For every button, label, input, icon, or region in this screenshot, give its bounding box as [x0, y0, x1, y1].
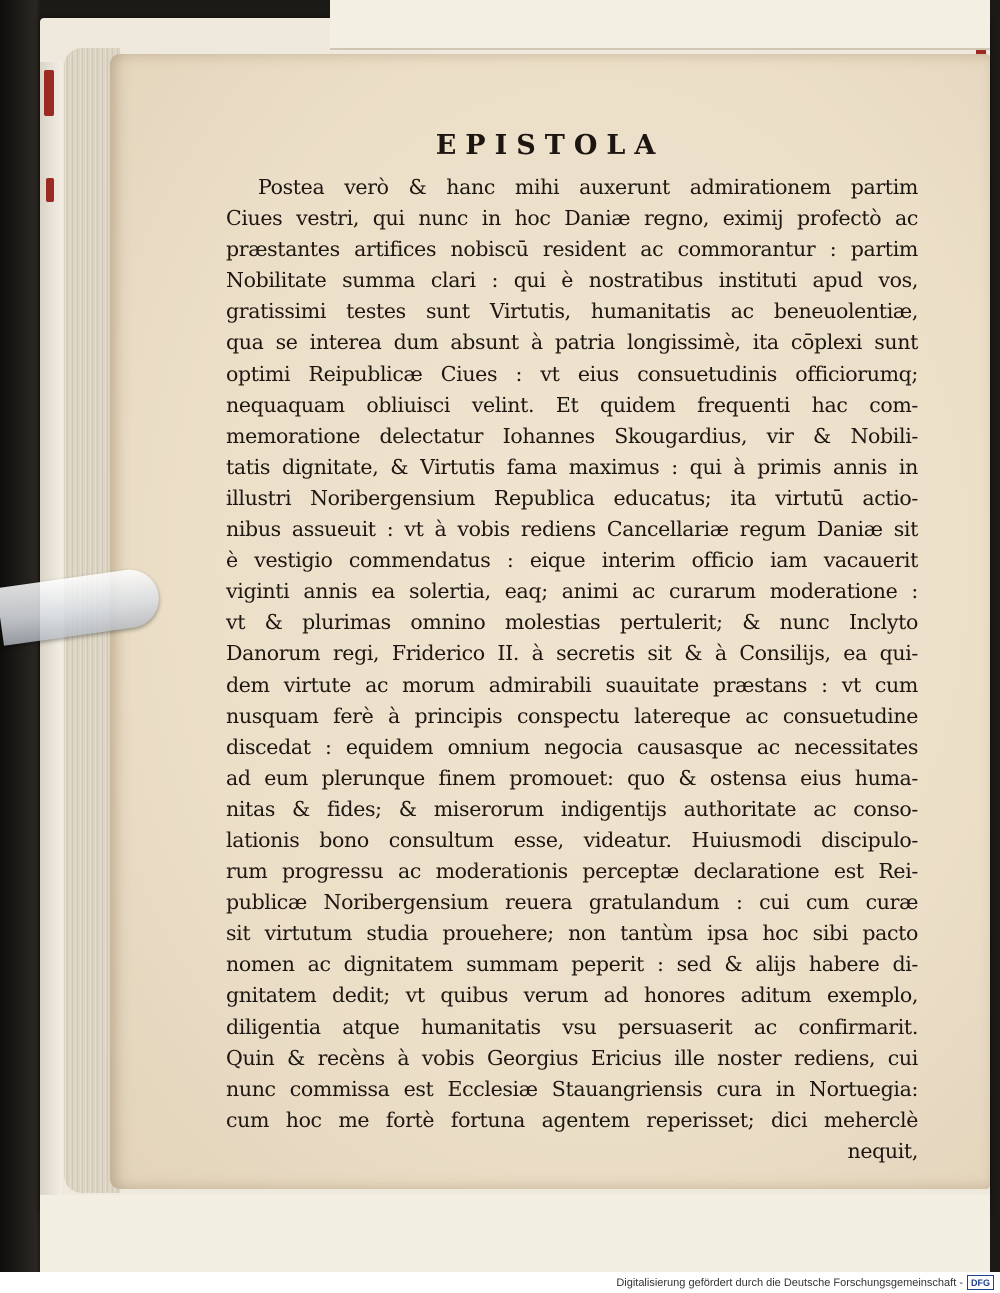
text-line: optimi Reipublicæ Ciues : vt eius consuetudinis officiorumq;: [226, 361, 918, 386]
text-line: nunc commissa est Ecclesiæ Stauangriensis cura in Nortuegia:: [226, 1076, 918, 1101]
text-line: Quin & recèns à vobis Georgius Ericius ille noster rediens, cui: [226, 1045, 918, 1070]
text-line: lationis bono consultum esse, videatur. Huiusmodi discipulo-: [226, 827, 918, 852]
text-line: qua se interea dum absunt à patria longissimè, ita cōplexi sunt: [226, 330, 918, 355]
text-line: rum progressu ac moderationis perceptæ declaratione est Rei-: [226, 859, 918, 884]
text-line: gratissimi testes sunt Virtutis, humanitatis ac beneuolentiæ,: [226, 299, 918, 324]
text-line: nequaquam obliuisci velint. Et quidem frequenti hac com-: [226, 392, 918, 417]
text-line: Postea verò & hanc mihi auxerunt admirationem partim: [258, 175, 918, 199]
text-line: vt & plurimas omnino molestias pertulerit; & nunc Inclyto: [226, 610, 918, 635]
text-line: gnitatem dedit; vt quibus verum ad honores aditum exemplo,: [226, 983, 918, 1008]
text-line: præstantes artifices nobiscū resident ac commorantur : partim: [226, 237, 918, 262]
text-line: nitas & fides; & miserorum indigentijs authoritate ac conso-: [226, 796, 918, 821]
red-rubric-mark: [44, 70, 54, 116]
text-line: cum hoc me fortè fortuna agentem reperisset; dici meherclè: [226, 1107, 918, 1132]
footer-credit: Digitalisierung gefördert durch die Deutsche Forschungsgemeinschaft -: [616, 1276, 963, 1289]
text-line: è vestigio commendatus : eique interim officio iam vacauerit: [226, 548, 918, 573]
text-line: viginti annis ea solertia, eaq; animi ac curarum moderatione :: [226, 579, 918, 604]
text-line: discedat : equidem omnium negocia causasque ac necessitates: [226, 734, 918, 759]
text-line: illustri Noribergensium Republica educatus; ita virtutū actio-: [226, 485, 918, 510]
text-line: nomen ac dignitatem summam peperit : sed & alijs habere di-: [226, 952, 918, 977]
text-line: diligentia atque humanitatis vsu persuaserit ac confirmarit.: [226, 1014, 918, 1039]
text-line: memoratione delectatur Iohannes Skougardius, vir & Nobili-: [226, 423, 918, 448]
dfg-logo-icon: DFG: [967, 1275, 994, 1290]
text-line: ad eum plerunque finem promouet: quo & ostensa eius huma-: [226, 765, 918, 790]
text-line: Danorum regi, Friderico II. à secretis sit & à Consilijs, ea qui-: [226, 641, 918, 666]
top-bleed-strip: [330, 0, 990, 50]
catchword: nequit,: [847, 1138, 918, 1163]
text-line: Nobilitate summa clari : qui è nostratibus instituti apud vos,: [226, 268, 918, 293]
red-rubric-mark: [46, 178, 54, 202]
page-heading: EPISTOLA: [435, 130, 665, 161]
text-line: tatis dignitate, & Virtutis fama maximus : qui à primis annis in: [226, 454, 918, 479]
text-line: publicæ Noribergensium reuera gratulandum : cui cum curæ: [226, 890, 918, 915]
bottom-bleed-strip: [40, 1195, 990, 1272]
page-body: [226, 172, 918, 1167]
footer: [0, 1272, 1000, 1293]
text-line: nusquam ferè à principis conspectu latereque ac consuetudine: [226, 703, 918, 728]
text-line: sit virtutum studia prouehere; non tantùm ipsa hoc sibi pacto: [226, 921, 918, 946]
text-line: Ciues vestri, qui nunc in hoc Daniæ regno, eximij profectò ac: [226, 206, 918, 231]
text-line: dem virtute ac morum admirabili suauitate præstans : vt cum: [226, 672, 918, 697]
text-line: nibus assueuit : vt à vobis rediens Cancellariæ regum Daniæ sit: [226, 517, 918, 542]
